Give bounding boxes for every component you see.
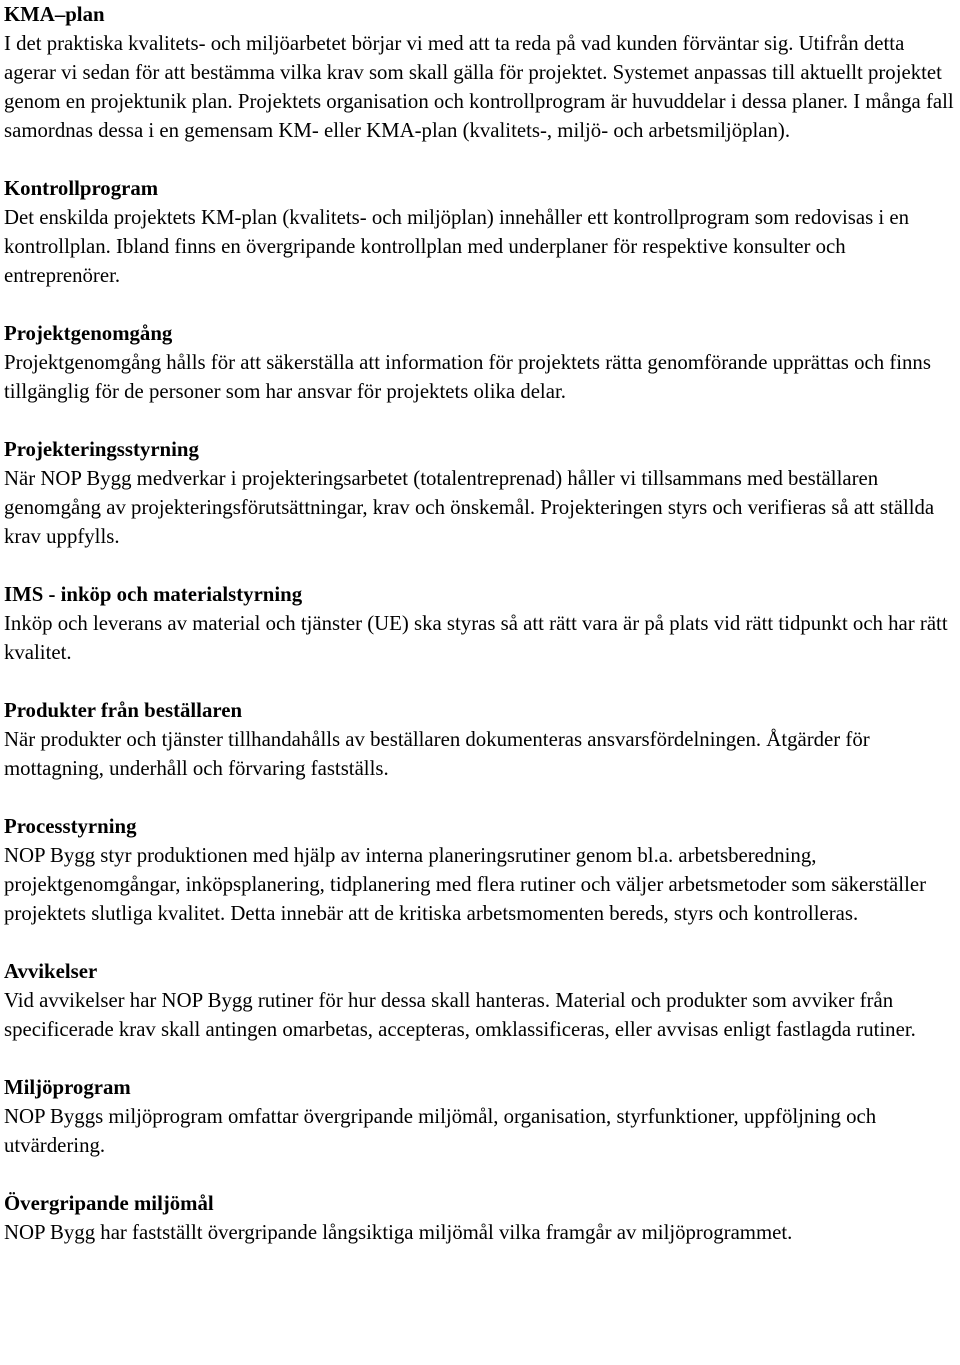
section-body: I det praktiska kvalitets- och miljöarbetet börjar vi med att ta reda på vad kunden förväntar sig. Utifrån detta agerar vi sedan för att bestämma vilka krav som skall gälla för projektet. Systemet anpassas till aktuellt projektet genom en projektunik plan. Projektets organisation och kontrollprogram är huvuddelar i dessa planer. I många fall samordnas dessa i en gemensam KM- eller KMA-plan (kvalitets-, miljö- och arbetsmiljöplan). <box>4 32 954 142</box>
section-miljoprogram <box>4 1073 956 1160</box>
section-body: Det enskilda projektets KM-plan (kvalitets- och miljöplan) innehåller ett kontrollprogram som redovisas i en kontrollplan. Ibland finns en övergripande kontrollplan med underplaner för respektive konsulter och entreprenörer. <box>4 206 910 287</box>
section-body: NOP Bygg har fastställt övergripande långsiktiga miljömål vilka framgår av miljöprogrammet. <box>4 1221 793 1244</box>
section-ims <box>4 580 956 667</box>
section-heading: Projektgenomgång <box>4 322 173 345</box>
section-kontrollprogram <box>4 174 956 290</box>
section-heading: Miljöprogram <box>4 1076 131 1099</box>
section-heading: Övergripande miljömål <box>4 1192 214 1215</box>
section-heading: Avvikelser <box>4 960 98 983</box>
section-heading: Projekteringsstyrning <box>4 438 199 461</box>
section-overgripande-miljomal <box>4 1189 956 1247</box>
section-body: NOP Bygg styr produktionen med hjälp av interna planeringsrutiner genom bl.a. arbetsberedning, projektgenomgångar, inköpsplanering, tidplanering med flera rutiner och väljer arbetsmetoder som säkerställer projektets slutliga kvalitet. Detta innebär att de kritiska arbetsmomenten bereds, styrs och kontrolleras. <box>4 844 926 925</box>
section-avvikelser <box>4 957 956 1044</box>
section-body: När NOP Bygg medverkar i projekteringsarbetet (totalentreprenad) håller vi tillsammans med beställaren genomgång av projekteringsförutsättningar, krav och önskemål. Projekteringen styrs och verifieras så att ställda krav uppfylls. <box>4 467 935 548</box>
section-heading: Processtyrning <box>4 815 137 838</box>
section-produkter-fran-bestallaren <box>4 696 956 783</box>
section-heading: KMA–plan <box>4 3 105 26</box>
section-body: När produkter och tjänster tillhandahålls av beställaren dokumenteras ansvarsfördelningen. Åtgärder för mottagning, underhåll och förvaring fastställs. <box>4 728 870 780</box>
section-body: Vid avvikelser har NOP Bygg rutiner för hur dessa skall hanteras. Material och produkter som avviker från specificerade krav skall antingen omarbetas, accepteras, omklassificeras, eller avvisas enligt fastlagda rutiner. <box>4 989 916 1041</box>
section-heading: IMS - inköp och materialstyrning <box>4 583 303 606</box>
section-kma-plan <box>4 0 956 145</box>
section-body: NOP Byggs miljöprogram omfattar övergripande miljömål, organisation, styrfunktioner, uppföljning och utvärdering. <box>4 1105 877 1157</box>
section-processtyrning <box>4 812 956 928</box>
section-body: Inköp och leverans av material och tjänster (UE) ska styras så att rätt vara är på plats vid rätt tidpunkt och har rätt kvalitet. <box>4 612 948 664</box>
section-projekteringsstyrning <box>4 435 956 551</box>
section-body: Projektgenomgång hålls för att säkerställa att information för projektets rätta genomförande upprättas och finns tillgänglig för de personer som har ansvar för projektets olika delar. <box>4 351 931 403</box>
section-heading: Produkter från beställaren <box>4 699 243 722</box>
section-projektgenomgang <box>4 319 956 406</box>
section-heading: Kontrollprogram <box>4 177 159 200</box>
